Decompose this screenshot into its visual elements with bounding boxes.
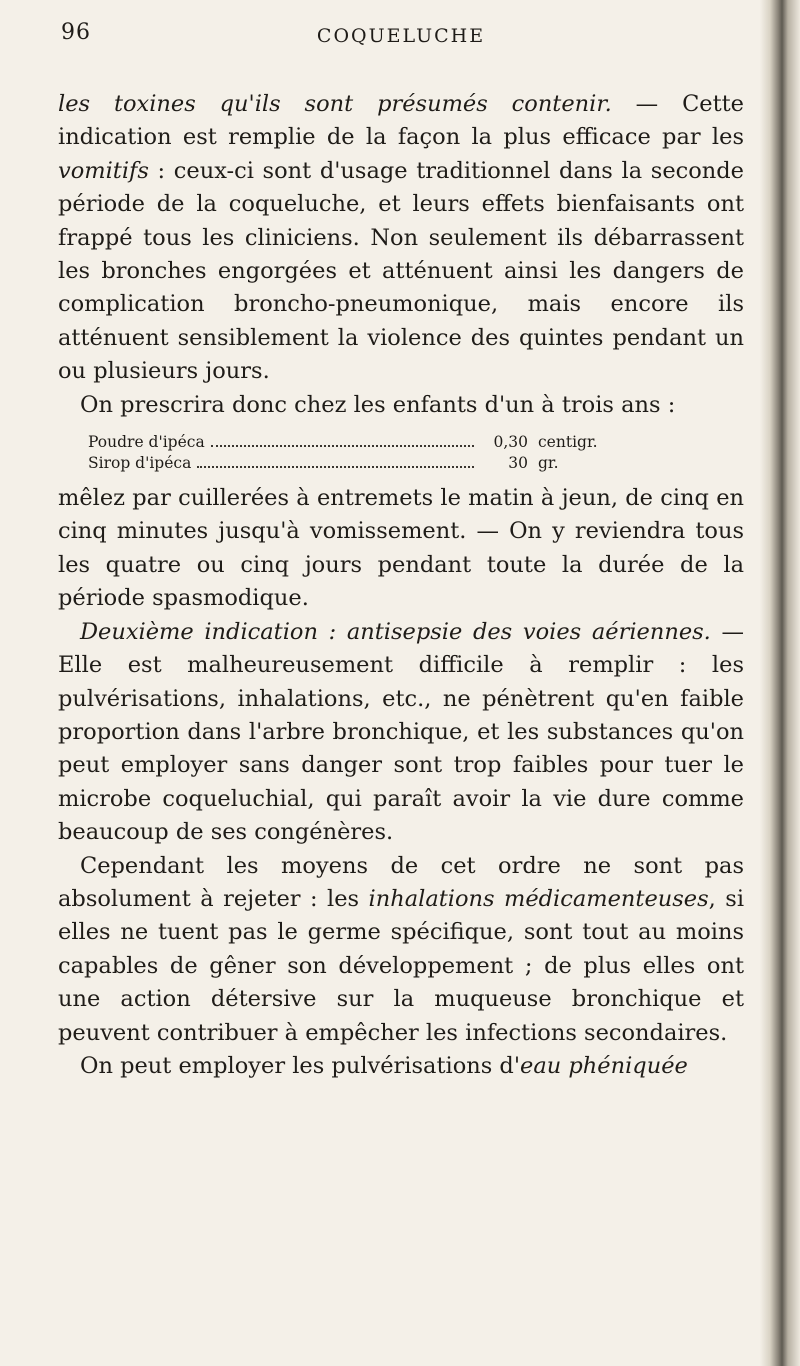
book-page-edge [760, 0, 800, 1366]
paragraph-vomitifs [58, 88, 744, 389]
text-run: Cependant les moyens de cet ordre ne sont pas absolument à rejeter : les [58, 852, 744, 912]
italic-phrase: les toxines qu'ils sont présumés contenir. [58, 91, 612, 117]
section-heading: Deuxième indication : antisepsie des voies aériennes. [80, 618, 711, 645]
ingredient-quantity: 0,30 [493, 433, 528, 452]
ingredient-unit: gr. [538, 454, 559, 473]
body-text [58, 88, 744, 1083]
prescription-table [88, 432, 608, 474]
paragraph-antisepsie [58, 616, 744, 850]
text-run: — Elle est malheureusement difficile à remplir : les pulvérisations, inhalations, etc., ne pénètrent qu'en faible proportion dans l'arbre bronchique, et les substances qu'on peut employer sans danger sont trop faibles pour tuer le microbe coqueluchial, qui paraît avoir la vie dure comme beaucoup de ses congénères. [58, 618, 745, 846]
text-run: , si elles ne tuent pas le germe spécifique, sont tout au moins capables de gêner son développement ; de plus elles ont une action détersive sur la muqueuse bronchique et peuvent contribuer à empêcher les infections secondaires. [58, 885, 745, 1046]
text-run: : ceux-ci sont d'usage traditionnel dans la seconde période de la coqueluche, et leurs effets bienfaisants ont frappé tous les cliniciens. Non seulement ils débarrassent les bronches engorgées et atténuent ainsi les dangers de complication broncho-pneumonique, mais encore ils atténuent sensiblement la violence des quintes pendant un ou plusieurs jours. [58, 157, 744, 385]
dot-leader [197, 466, 474, 468]
ingredient-name: Poudre d'ipéca [88, 433, 205, 452]
paragraph-pulverisations [58, 1050, 744, 1083]
prescription-row [88, 432, 608, 453]
ingredient-unit: centigr. [538, 433, 598, 452]
italic-term-eau-pheniquee: eau phéniquée [520, 1052, 688, 1079]
italic-term-inhalations: inhalations médicamenteuses [368, 885, 709, 912]
running-title: COQUELUCHE [316, 25, 486, 47]
paragraph-prescription-intro: On prescrira donc chez les enfants d'un à trois ans : [80, 391, 676, 418]
paragraph-inhalations [58, 850, 744, 1050]
ingredient-name: Sirop d'ipéca [88, 454, 192, 473]
page-number: 96 [61, 20, 91, 45]
ingredient-quantity: 30 [508, 454, 528, 473]
text-run: On peut employer les pulvérisations d' [80, 1052, 521, 1079]
page-header [61, 20, 741, 70]
prescription-row [88, 453, 608, 474]
text-run: — Cette indication est remplie de la façon la plus efficace par les [58, 91, 744, 151]
paragraph-posologie: mêlez par cuillerées à entremets le matin à jeun, de cinq en cinq minutes jusqu'à vomissement. — On y reviendra tous les quatre ou cinq jours pendant toute la durée de la période spasmodique. [58, 485, 744, 612]
italic-term-vomitifs: vomitifs [58, 157, 149, 184]
dot-leader [211, 445, 474, 447]
